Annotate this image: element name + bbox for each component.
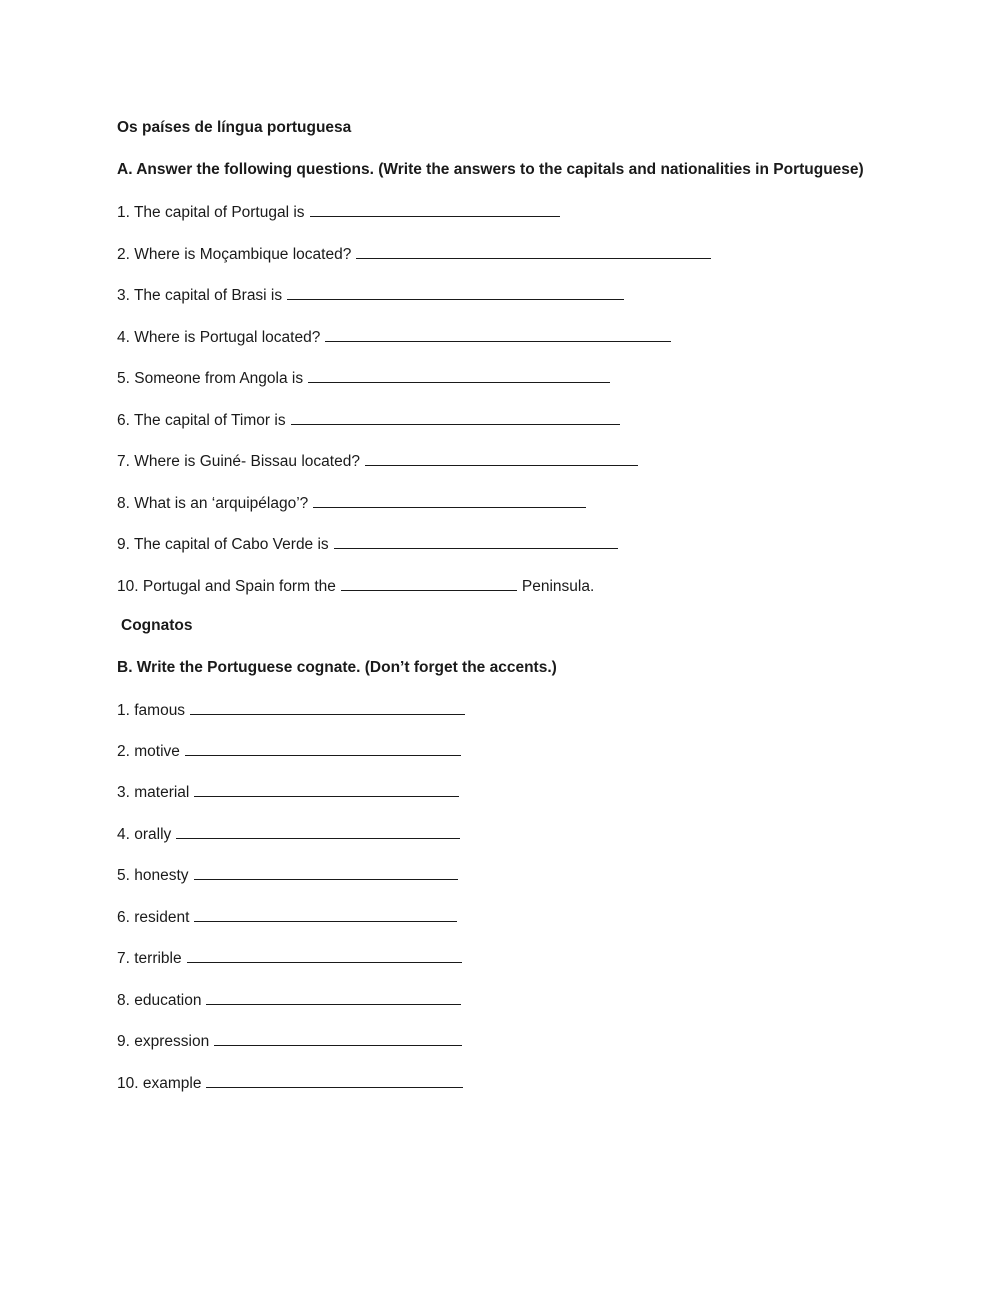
answer-blank-2[interactable]	[356, 243, 711, 259]
cognate-word-6: 6. resident	[117, 909, 190, 926]
question-3-text: 3. The capital of Brasi is	[117, 287, 283, 304]
answer-blank-6[interactable]	[291, 409, 620, 425]
answer-blank-1[interactable]	[310, 201, 560, 217]
section-b-instruction: B. Write the Portuguese cognate. (Don’t forget the accents.)	[117, 659, 557, 676]
cognate-blank-5[interactable]	[194, 864, 458, 880]
section-a-instruction: A. Answer the following questions. (Write the answers to the capitals and nationalities in Portuguese)	[117, 161, 864, 178]
answer-blank-5[interactable]	[308, 367, 610, 383]
cognate-item-2	[117, 740, 461, 762]
cognate-word-3: 3. material	[117, 784, 190, 801]
question-10-text: 10. Portugal and Spain form the	[117, 578, 336, 595]
question-10	[117, 575, 594, 597]
worksheet-title: Os países de língua portuguesa	[117, 119, 352, 136]
cognate-blank-6[interactable]	[194, 906, 457, 922]
question-10-after: Peninsula.	[521, 578, 595, 595]
question-1-text: 1. The capital of Portugal is	[117, 204, 305, 221]
cognate-blank-7[interactable]	[187, 947, 462, 963]
cognate-word-4: 4. orally	[117, 826, 172, 843]
cognate-blank-2[interactable]	[185, 740, 461, 756]
question-8	[117, 492, 586, 514]
cognate-item-4	[117, 823, 460, 845]
question-9	[117, 533, 618, 555]
cognate-word-8: 8. education	[117, 992, 202, 1009]
question-7-text: 7. Where is Guiné- Bissau located?	[117, 453, 360, 470]
question-4	[117, 326, 671, 348]
cognate-word-7: 7. terrible	[117, 950, 182, 967]
question-8-text: 8. What is an ‘arquipélago’?	[117, 495, 309, 512]
cognatos-heading: Cognatos	[121, 617, 193, 634]
answer-blank-10[interactable]	[341, 575, 517, 591]
cognate-blank-3[interactable]	[194, 781, 459, 797]
cognate-word-10: 10. example	[117, 1075, 202, 1092]
cognate-item-5	[117, 864, 458, 886]
answer-blank-3[interactable]	[287, 284, 624, 300]
cognate-item-1	[117, 699, 465, 721]
cognate-item-8	[117, 989, 461, 1011]
answer-blank-4[interactable]	[325, 326, 671, 342]
question-3	[117, 284, 624, 306]
cognate-item-7	[117, 947, 462, 969]
question-4-text: 4. Where is Portugal located?	[117, 329, 321, 346]
question-2-text: 2. Where is Moçambique located?	[117, 246, 352, 263]
question-5-text: 5. Someone from Angola is	[117, 370, 304, 387]
cognate-word-9: 9. expression	[117, 1033, 210, 1050]
question-9-text: 9. The capital of Cabo Verde is	[117, 536, 329, 553]
cognate-blank-8[interactable]	[206, 989, 461, 1005]
cognate-blank-9[interactable]	[214, 1030, 462, 1046]
question-1	[117, 201, 560, 223]
question-7	[117, 450, 638, 472]
cognate-item-6	[117, 906, 457, 928]
cognate-item-9	[117, 1030, 462, 1052]
cognate-item-3	[117, 781, 459, 803]
question-6	[117, 409, 620, 431]
question-5	[117, 367, 610, 389]
answer-blank-8[interactable]	[313, 492, 586, 508]
cognate-item-10	[117, 1072, 463, 1094]
cognate-blank-1[interactable]	[190, 699, 465, 715]
answer-blank-7[interactable]	[365, 450, 638, 466]
cognate-word-1: 1. famous	[117, 702, 186, 719]
question-6-text: 6. The capital of Timor is	[117, 412, 286, 429]
answer-blank-9[interactable]	[334, 533, 618, 549]
cognate-word-2: 2. motive	[117, 743, 180, 760]
cognate-blank-10[interactable]	[206, 1072, 463, 1088]
cognate-blank-4[interactable]	[176, 823, 460, 839]
question-2	[117, 243, 711, 265]
cognate-word-5: 5. honesty	[117, 867, 189, 884]
